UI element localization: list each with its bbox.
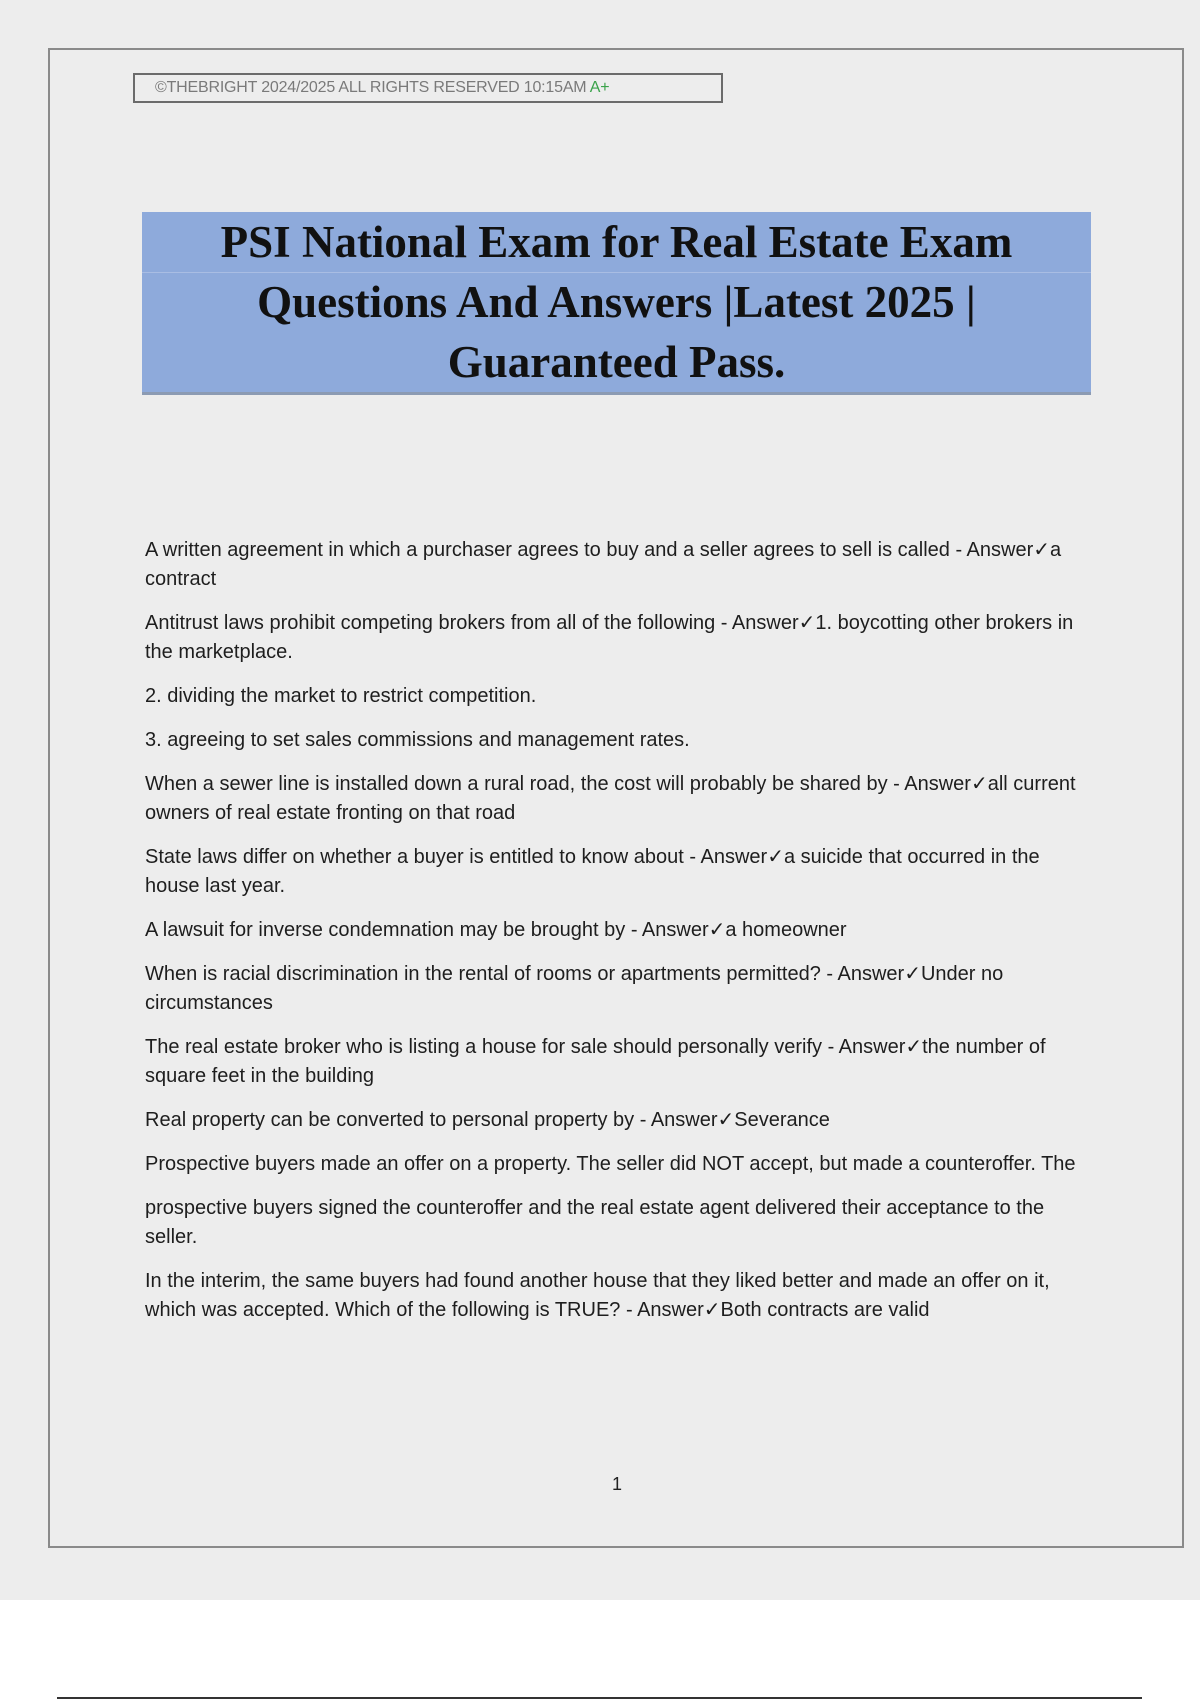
copyright-header <box>133 73 723 103</box>
qa-paragraph: When a sewer line is installed down a rural road, the cost will probably be shared by - Answer✓all current owners of real estate fronting on that road <box>145 773 1076 824</box>
document-title <box>142 212 1091 392</box>
document-title-banner <box>142 212 1091 395</box>
question-answer-list <box>145 536 1095 1340</box>
qa-paragraph: A written agreement in which a purchaser agrees to buy and a seller agrees to sell is called - Answer✓a contract <box>145 539 1062 590</box>
qa-paragraph: When is racial discrimination in the rental of rooms or apartments permitted? - Answer✓Under no circumstances <box>145 963 1004 1014</box>
qa-paragraph: 2. dividing the market to restrict competition. <box>145 685 537 707</box>
qa-paragraph: In the interim, the same buyers had found another house that they liked better and made an offer on it, which was accepted. Which of the following is TRUE? - Answer✓Both contracts are valid <box>145 1270 1050 1321</box>
qa-paragraph: A lawsuit for inverse condemnation may be brought by - Answer✓a homeowner <box>145 919 847 941</box>
bottom-divider <box>57 1697 1142 1699</box>
qa-paragraph: 3. agreeing to set sales commissions and management rates. <box>145 729 690 751</box>
title-line-3: Guaranteed Pass. <box>447 337 786 387</box>
title-line-1: PSI National Exam for Real Estate Exam <box>220 217 1013 267</box>
grade-badge: A+ <box>589 79 610 96</box>
qa-paragraph: Real property can be converted to personal property by - Answer✓Severance <box>145 1109 830 1131</box>
qa-paragraph: The real estate broker who is listing a house for sale should personally verify - Answer✓the number of square feet in the building <box>145 1036 1046 1087</box>
qa-paragraph: State laws differ on whether a buyer is entitled to know about - Answer✓a suicide that occurred in the house last year. <box>145 846 1040 897</box>
copyright-text: ©THEBRIGHT 2024/2025 ALL RIGHTS RESERVED 10:15AM <box>155 79 587 96</box>
qa-paragraph: prospective buyers signed the counteroffer and the real estate agent delivered their acceptance to the seller. <box>145 1197 1045 1248</box>
qa-paragraph: Antitrust laws prohibit competing brokers from all of the following - Answer✓1. boycotting other brokers in the marketplace. <box>145 612 1074 663</box>
title-line-2: Questions And Answers |Latest 2025 | <box>257 277 976 327</box>
qa-paragraph: Prospective buyers made an offer on a property. The seller did NOT accept, but made a counteroffer. The <box>145 1153 1076 1175</box>
page-number: 1 <box>611 1474 622 1494</box>
